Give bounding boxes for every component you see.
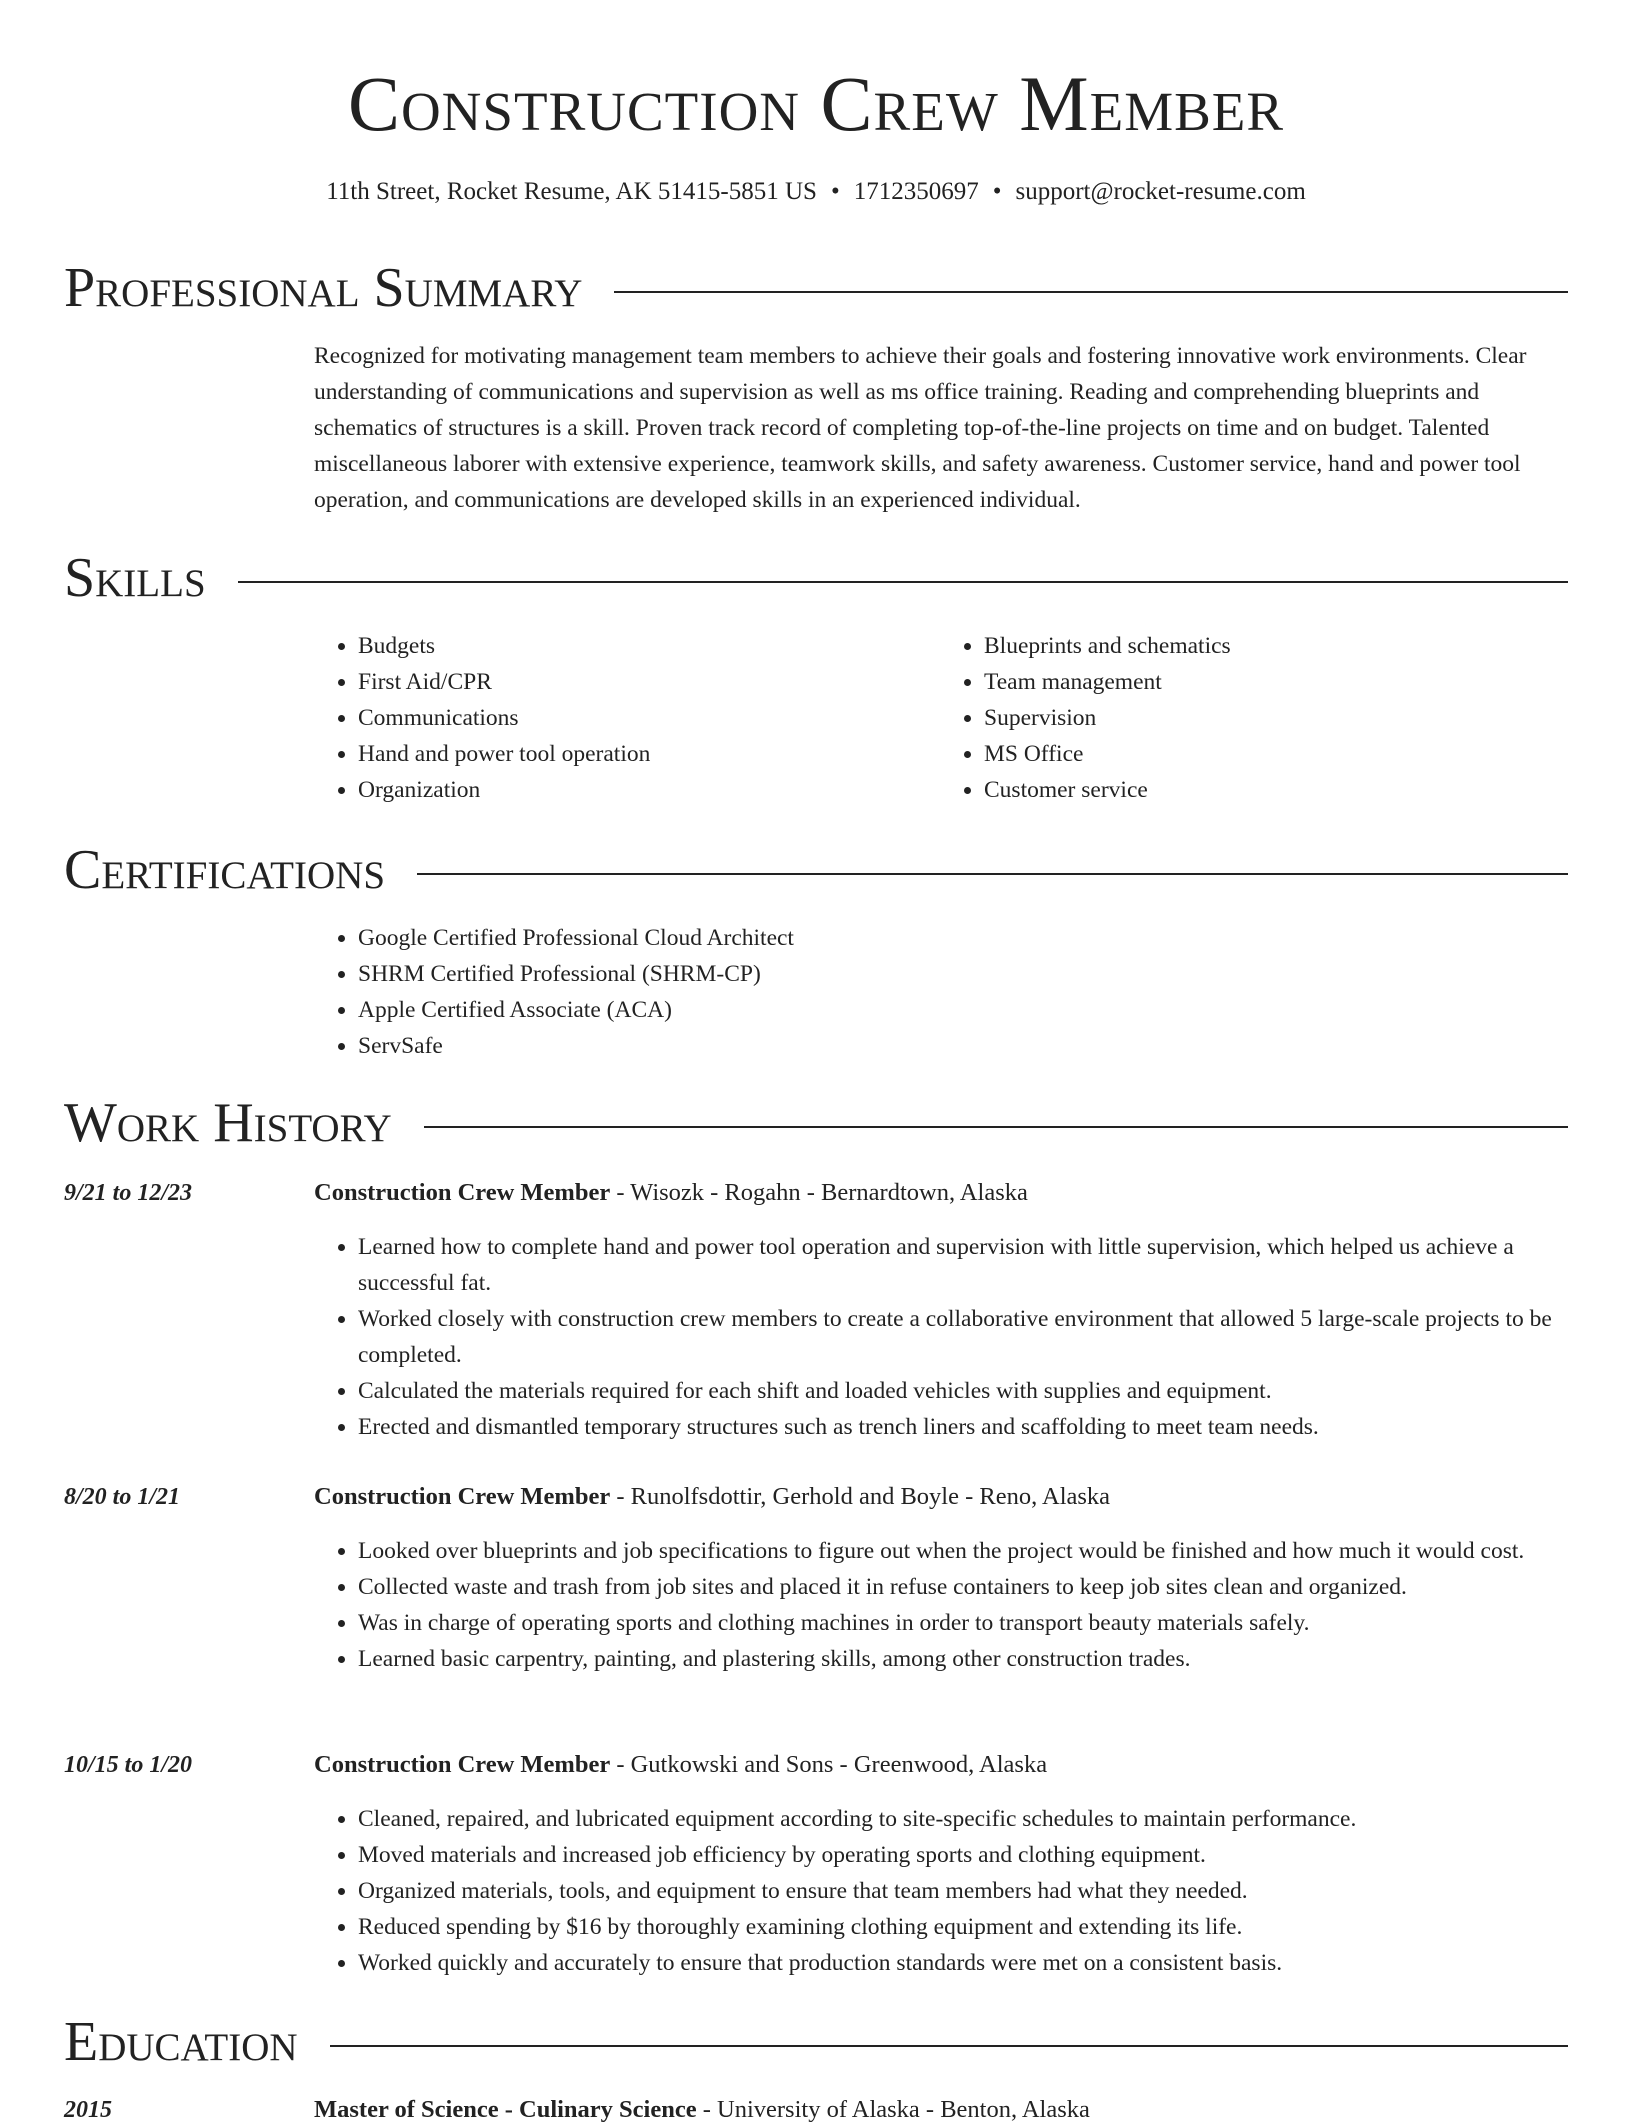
certifications-title: Certifications — [64, 839, 386, 901]
job-heading — [314, 1175, 1028, 1211]
work-history-section-header — [64, 1091, 1568, 1155]
job-bullet: • Collected waste and trash from job sites and placed it in refuse containers to keep job sites clean and organized. — [358, 1569, 1566, 1605]
job-heading — [314, 1479, 1110, 1515]
summary-section-header — [64, 256, 1568, 320]
job-bullet: • Organized materials, tools, and equipment to ensure that team members had what they needed. — [358, 1873, 1566, 1909]
job-heading — [314, 1747, 1047, 1783]
job-bullets — [314, 1229, 1566, 1445]
education-section-header — [64, 2010, 1568, 2074]
job-bullets — [314, 1533, 1566, 1677]
job-bullet: • Erected and dismantled temporary structures such as trench liners and scaffolding to meet team needs. — [358, 1409, 1566, 1445]
skills-list — [314, 628, 1566, 808]
skill-item: • Budgets — [358, 628, 940, 664]
skill-item: • Customer service — [984, 772, 1566, 808]
certification-item: • Apple Certified Associate (ACA) — [358, 992, 1566, 1028]
skill-item: • Organization — [358, 772, 940, 808]
section-divider — [238, 581, 1568, 583]
education-heading — [314, 2092, 1090, 2128]
job-bullets — [314, 1801, 1566, 1981]
job-bullet: • Worked closely with construction crew members to create a collaborative environment that allowed 5 large-scale projects to be completed. — [358, 1301, 1566, 1373]
education-title: Education — [64, 2011, 298, 2073]
job-dates: 10/15 to 1/20 — [64, 1752, 193, 1778]
job-bullet: • Cleaned, repaired, and lubricated equipment according to site-specific schedules to maintain performance. — [358, 1801, 1566, 1837]
job-bullet: • Reduced spending by $16 by thoroughly examining clothing equipment and extending its life. — [358, 1909, 1566, 1945]
job-bullet: • Learned how to complete hand and power tool operation and supervision with little supervision, which helped us achieve a successful fat. — [358, 1229, 1566, 1301]
education-year: 2015 — [64, 2097, 112, 2123]
section-divider — [417, 873, 1568, 875]
job-employer: - Wisozk - Rogahn - Bernardtown, Alaska — [610, 1179, 1028, 1206]
job-employer: - Runolfsdottir, Gerhold and Boyle - Reno, Alaska — [610, 1483, 1111, 1510]
job-role: Construction Crew Member — [314, 1483, 611, 1510]
contact-address: 11th Street, Rocket Resume, AK 51415-5851 US — [326, 178, 817, 205]
contact-email: support@rocket-resume.com — [1015, 178, 1306, 205]
education-school: - University of Alaska - Benton, Alaska — [696, 2096, 1090, 2123]
job-bullet: • Calculated the materials required for each shift and loaded vehicles with supplies and equipment. — [358, 1373, 1566, 1409]
skill-item: • Team management — [984, 664, 1566, 700]
job-bullet: • Worked quickly and accurately to ensure that production standards were met on a consistent basis. — [358, 1945, 1566, 1981]
skills-column-left — [314, 628, 940, 808]
job-role: Construction Crew Member — [314, 1751, 611, 1778]
section-divider — [424, 1126, 1568, 1128]
skill-item: • Communications — [358, 700, 940, 736]
candidate-name: Construction Crew Member — [347, 60, 1285, 147]
work-history-title: Work History — [64, 1092, 392, 1154]
contact-phone: 1712350697 — [853, 178, 979, 205]
job-dates: 9/21 to 12/23 — [64, 1180, 193, 1206]
education-degree: Master of Science - Culinary Science — [314, 2096, 697, 2123]
job-employer: - Gutkowski and Sons - Greenwood, Alaska — [610, 1751, 1048, 1778]
section-divider — [330, 2045, 1568, 2047]
certification-item: • ServSafe — [358, 1028, 1566, 1064]
skills-title: Skills — [64, 547, 206, 609]
skills-column-right — [940, 628, 1566, 808]
certification-item: • Google Certified Professional Cloud Architect — [358, 920, 1566, 956]
contact-separator: • — [830, 178, 840, 205]
job-bullet: • Was in charge of operating sports and clothing machines in order to transport beauty materials safely. — [358, 1605, 1566, 1641]
certifications-section-header — [64, 838, 1568, 902]
skill-item: • MS Office — [984, 736, 1566, 772]
skills-section-header — [64, 546, 1568, 610]
job-bullet: • Looked over blueprints and job specifications to figure out when the project would be finished and how much it would cost. — [358, 1533, 1566, 1569]
job-dates: 8/20 to 1/21 — [64, 1484, 181, 1510]
skill-item: • Supervision — [984, 700, 1566, 736]
job-bullet: • Moved materials and increased job efficiency by operating sports and clothing equipment. — [358, 1837, 1566, 1873]
certification-item: • SHRM Certified Professional (SHRM-CP) — [358, 956, 1566, 992]
skill-item: • Blueprints and schematics — [984, 628, 1566, 664]
contact-separator: • — [992, 178, 1002, 205]
skill-item: • Hand and power tool operation — [358, 736, 940, 772]
skill-item: • First Aid/CPR — [358, 664, 940, 700]
contact-line — [0, 176, 1632, 208]
summary-text: Recognized for motivating management team members to achieve their goals and fostering innovative work environments. Clear understanding of communications and supervision as well as ms office training. Reading and comprehending blueprints and schematics of structures is a skill. Proven track record of completing top-of-the-line projects on time and on budget. Talented miscellaneous laborer with extensive experience, teamwork skills, and safety awareness. Customer service, hand and power tool operation, and communications are developed skills in an experienced individual. — [314, 343, 1527, 513]
certifications-list — [314, 920, 1566, 1064]
job-role: Construction Crew Member — [314, 1179, 611, 1206]
summary-title: Professional Summary — [64, 257, 583, 319]
job-bullet: • Learned basic carpentry, painting, and plastering skills, among other construction trades. — [358, 1641, 1566, 1677]
section-divider — [614, 291, 1568, 293]
